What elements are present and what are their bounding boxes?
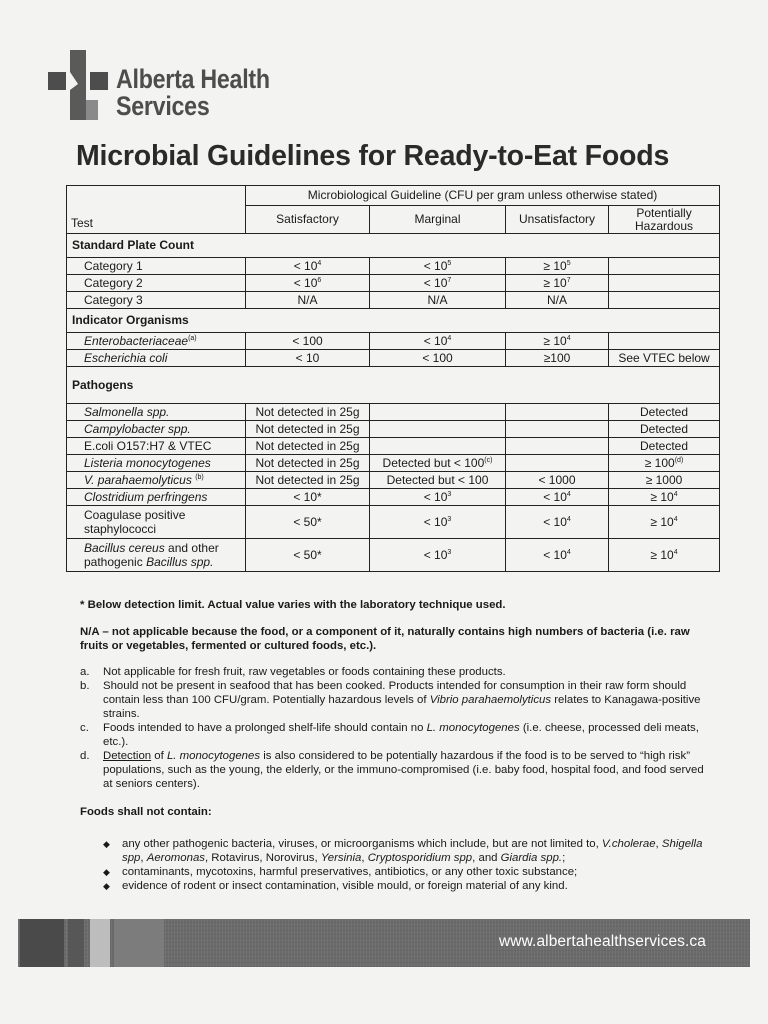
list-text: , and: [472, 852, 501, 864]
exponent: 4: [566, 516, 571, 523]
footnote-ref: (c): [484, 456, 493, 464]
table-row: [67, 333, 720, 350]
cell-value: < 10: [423, 515, 448, 529]
cell-hazardous: [609, 506, 720, 539]
exponent: 4: [566, 334, 571, 342]
exponent: 4: [447, 334, 452, 342]
cell-value: ≥ 10: [650, 515, 674, 529]
footnote-list: [80, 665, 710, 791]
cell-hazardous: Detected: [609, 438, 720, 455]
table-row: [67, 489, 720, 506]
cell-value: < 10: [423, 258, 448, 273]
cell-hazardous: [609, 258, 720, 275]
organism-name: L. monocytogenes: [426, 722, 520, 734]
test-name: [67, 539, 246, 572]
diamond-bullet-icon: ◆: [103, 867, 110, 877]
list-text: ,: [655, 838, 662, 850]
organism-name: Vibrio parahaemolyticus: [429, 694, 552, 706]
logo-block-bottom: [86, 100, 98, 120]
organism-name: Shigella spp: [122, 838, 703, 864]
cell-hazardous: [609, 489, 720, 506]
footnote-item: [80, 749, 710, 791]
cell-marginal: [370, 438, 506, 455]
footer-logo-block: [68, 919, 84, 967]
cell-value: < 10: [543, 515, 567, 529]
organism-name: Bacillus cereus: [84, 541, 165, 555]
footnote-text: Detection: [103, 750, 152, 762]
exponent: 3: [447, 490, 452, 498]
logo-block-left: [48, 72, 66, 90]
exponent: 5: [566, 259, 571, 267]
cell-hazardous: [609, 275, 720, 292]
organism-name: Yersinia: [320, 852, 362, 864]
section-row: [67, 234, 720, 258]
cell-hazardous: [609, 539, 720, 572]
cell-value: ≥ 10: [543, 333, 567, 348]
organism-name: Giardia spp.: [500, 852, 563, 864]
na-note: N/A – not applicable because the food, or a component of it, naturally contains high numbers of bacteria (i.e. raw fruits or vegetables, fermented or cultured foods, etc.).: [80, 626, 690, 652]
cell-value: < 10: [423, 548, 448, 562]
cell-hazardous: Detected: [609, 404, 720, 421]
exponent: 4: [673, 490, 678, 498]
cell-unsatisfactory: [506, 438, 609, 455]
table-row: [67, 275, 720, 292]
cell-marginal: [370, 404, 506, 421]
shall-not-contain-heading: Foods shall not contain:: [80, 806, 212, 818]
table-row: [67, 404, 720, 421]
section-title: Standard Plate Count: [67, 234, 720, 258]
cell-value: < 10: [423, 333, 448, 348]
hazard-header-line1: Potentially: [636, 205, 692, 220]
list-text: any other pathogenic bacteria, viruses, or microorganisms which include, but are not limited to,: [122, 838, 602, 850]
section-title: Indicator Organisms: [67, 309, 720, 333]
list-text: contaminants, mycotoxins, harmful preservatives, antibiotics, or any other toxic substance;: [122, 866, 578, 878]
cell-marginal: [370, 333, 506, 350]
footnote-ref: (d): [674, 456, 684, 464]
footnote-text: Foods intended to have a prolonged shelf-life should contain no: [103, 722, 427, 734]
cell-marginal: Detected but < 100: [370, 472, 506, 489]
page-title: Microbial Guidelines for Ready-to-Eat Foods: [76, 140, 670, 172]
cell-satisfactory: Not detected in 25g: [246, 421, 370, 438]
exponent: 4: [566, 549, 571, 556]
list-text: evidence of rodent or insect contamination, visible mould, or foreign material of any kind.: [122, 880, 568, 892]
cell-unsatisfactory: < 1000: [506, 472, 609, 489]
cell-hazardous: ≥ 1000: [609, 472, 720, 489]
test-name: E.coli O157:H7 & VTEC: [67, 438, 246, 455]
website-url: www.albertahealthservices.ca: [499, 933, 706, 950]
cell-unsatisfactory: [506, 404, 609, 421]
footnote-key: b.: [80, 680, 90, 692]
list-item: [80, 837, 710, 865]
table-row: [67, 506, 720, 539]
cell-marginal: [370, 506, 506, 539]
test-name: [67, 333, 246, 350]
cell-hazardous: [609, 292, 720, 309]
cell-satisfactory: < 50*: [246, 539, 370, 572]
test-name: Campylobacter spp.: [67, 421, 246, 438]
cell-unsatisfactory: [506, 455, 609, 472]
cell-value: < 10: [293, 258, 318, 273]
footnote-item: [80, 721, 710, 749]
test-name: Clostridium perfringens: [67, 489, 246, 506]
cell-unsatisfactory: [506, 421, 609, 438]
exponent: 6: [317, 276, 322, 284]
cell-satisfactory: Not detected in 25g: [246, 404, 370, 421]
exponent: 7: [566, 276, 571, 284]
footnote-text: Should not be present in seafood that has been cooked. Products intended for consumption in their raw form should contain less than 100 CFU/gram. Potentially hazardous levels of: [103, 680, 687, 706]
table-header-row: [67, 186, 720, 206]
detection-limit-note: * Below detection limit. Actual value varies with the laboratory technique used.: [80, 599, 506, 611]
section-title: Pathogens: [67, 367, 720, 404]
cell-satisfactory: [246, 258, 370, 275]
test-name-line2: staphylococci: [84, 522, 157, 536]
footnote-key: d.: [80, 750, 90, 762]
test-name: Salmonella spp.: [67, 404, 246, 421]
footer-banner: [18, 919, 750, 967]
table-row: [67, 258, 720, 275]
cell-value: ≥ 100: [644, 455, 675, 470]
test-name: Escherichia coli: [67, 350, 246, 367]
footnote-ref: (b): [195, 473, 204, 481]
list-item: [80, 879, 710, 893]
cell-satisfactory: < 50*: [246, 506, 370, 539]
cell-value: < 10: [423, 489, 448, 504]
test-name-text: and other: [164, 541, 219, 555]
col-header-test: Test: [67, 186, 246, 234]
cell-unsatisfactory: [506, 333, 609, 350]
cell-hazardous: See VTEC below: [609, 350, 720, 367]
cell-satisfactory: < 10*: [246, 489, 370, 506]
cell-hazardous: [609, 333, 720, 350]
organism-name: Bacillus spp.: [146, 555, 214, 569]
test-name: Category 2: [67, 275, 246, 292]
col-header-marginal: Marginal: [370, 206, 506, 234]
table-row: [67, 472, 720, 489]
footer-logo-block: [114, 919, 164, 967]
prohibited-list: [80, 837, 710, 893]
diamond-bullet-icon: ◆: [103, 839, 110, 849]
cell-unsatisfactory: [506, 489, 609, 506]
cell-value: < 10: [543, 548, 567, 562]
cell-marginal: [370, 539, 506, 572]
cell-marginal: N/A: [370, 292, 506, 309]
organism-name: Aeromonas: [146, 852, 205, 864]
notes-section: [80, 598, 710, 893]
cell-satisfactory: [246, 275, 370, 292]
org-name-line1: Alberta Health: [116, 64, 270, 94]
footnote-text: of: [151, 750, 167, 762]
table-row: [67, 438, 720, 455]
list-item: [80, 865, 710, 879]
cell-value: ≥ 10: [650, 489, 674, 504]
cell-satisfactory: Not detected in 25g: [246, 472, 370, 489]
org-name: [116, 66, 270, 120]
footnote-text: (i.e. cheese, processed deli meats, etc.).: [103, 722, 699, 748]
cell-unsatisfactory: ≥100: [506, 350, 609, 367]
cell-value: ≥ 10: [543, 258, 567, 273]
table-row: [67, 350, 720, 367]
test-name-line1: Coagulase positive: [84, 508, 186, 522]
footnote-ref: (a): [188, 334, 197, 342]
table-row: [67, 455, 720, 472]
table-row: [67, 539, 720, 572]
org-name-line2: Services: [116, 91, 210, 121]
diamond-bullet-icon: ◆: [103, 881, 110, 891]
cell-value: Detected but < 100: [382, 455, 485, 470]
col-header-unsatisfactory: Unsatisfactory: [506, 206, 609, 234]
cell-marginal: [370, 421, 506, 438]
cell-satisfactory: N/A: [246, 292, 370, 309]
organism-name: V. parahaemolyticus: [84, 472, 192, 487]
exponent: 4: [673, 549, 678, 556]
organism-name: Cryptosporidium spp: [367, 852, 473, 864]
exponent: 4: [673, 516, 678, 523]
cell-marginal: < 100: [370, 350, 506, 367]
test-name: [67, 506, 246, 539]
col-header-satisfactory: Satisfactory: [246, 206, 370, 234]
cell-value: < 10: [423, 275, 448, 290]
logo-block-right: [90, 72, 108, 90]
table-row: [67, 421, 720, 438]
ahs-logo-mark: [48, 50, 108, 120]
cell-satisfactory: < 10: [246, 350, 370, 367]
col-header-potentially-hazardous: [609, 206, 720, 234]
footnote-text: Not applicable for fresh fruit, raw vegetables or foods containing these products.: [103, 666, 506, 678]
organism-name: V.cholerae: [601, 838, 656, 850]
cell-satisfactory: Not detected in 25g: [246, 455, 370, 472]
cell-marginal: [370, 258, 506, 275]
hazard-header-line2: Hazardous: [635, 218, 694, 233]
footnote-key: c.: [80, 722, 89, 734]
cell-hazardous: [609, 455, 720, 472]
exponent: 3: [447, 549, 452, 556]
organism-name: Enterobacteriaceae: [84, 333, 189, 348]
exponent: 7: [447, 276, 452, 284]
test-name: Category 1: [67, 258, 246, 275]
section-row: [67, 367, 720, 404]
footer-logo-block: [20, 919, 64, 967]
footnote-item: [80, 665, 710, 679]
cell-unsatisfactory: [506, 539, 609, 572]
cell-value: ≥ 10: [543, 275, 567, 290]
footer-logo-block: [90, 919, 110, 967]
section-row: [67, 309, 720, 333]
cell-marginal: [370, 455, 506, 472]
cell-marginal: [370, 489, 506, 506]
list-text: ,: [361, 852, 368, 864]
list-text: ,: [140, 852, 147, 864]
organism-name: L. monocytogenes: [166, 750, 261, 762]
list-text: ;: [562, 852, 566, 864]
table-row: [67, 292, 720, 309]
cell-unsatisfactory: [506, 506, 609, 539]
cell-marginal: [370, 275, 506, 292]
cell-unsatisfactory: [506, 258, 609, 275]
microbial-guideline-table: [66, 185, 720, 572]
guideline-header: Microbiological Guideline (CFU per gram unless otherwise stated): [246, 186, 720, 206]
cell-unsatisfactory: [506, 275, 609, 292]
list-text: , Rotavirus, Norovirus,: [204, 852, 321, 864]
footnote-key: a.: [80, 666, 90, 678]
test-name: Category 3: [67, 292, 246, 309]
cell-hazardous: Detected: [609, 421, 720, 438]
exponent: 5: [447, 259, 452, 267]
cell-satisfactory: < 100: [246, 333, 370, 350]
exponent: 4: [317, 259, 322, 267]
test-name-text: pathogenic: [84, 555, 147, 569]
test-name: Listeria monocytogenes: [67, 455, 246, 472]
cell-unsatisfactory: N/A: [506, 292, 609, 309]
exponent: 4: [566, 490, 571, 498]
cell-value: < 10: [293, 275, 318, 290]
test-name: [67, 472, 246, 489]
cell-satisfactory: Not detected in 25g: [246, 438, 370, 455]
exponent: 3: [447, 516, 452, 523]
footnote-text: is also considered to be potentially hazardous if the food is to be served to “high risk” populations, such as the young, the elderly, or the immuno-compromised (i.e. baby food, hospital food, and food served at seniors centers).: [103, 750, 704, 790]
cell-value: < 10: [543, 489, 567, 504]
footnote-item: [80, 679, 710, 721]
footnote-text: relates to Kanagawa-positive strains.: [103, 694, 701, 720]
cell-value: ≥ 10: [650, 548, 674, 562]
